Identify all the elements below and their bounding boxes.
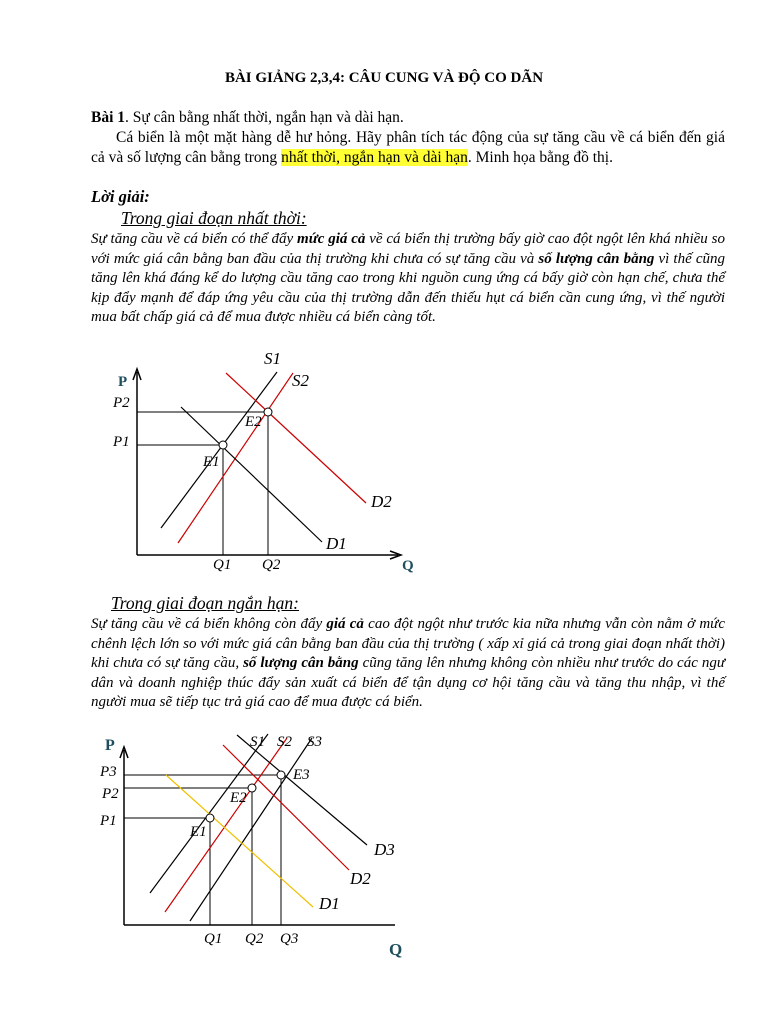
graph2-s1-label: S1 bbox=[250, 734, 265, 750]
graph2-p2-label: P2 bbox=[102, 786, 119, 802]
section1-bold-1: mức giá cả bbox=[297, 231, 366, 247]
graph2-p3-label: P3 bbox=[100, 764, 117, 780]
graph2-d3-label: D3 bbox=[374, 840, 395, 859]
graph1-e1-label: E1 bbox=[203, 454, 220, 470]
graph2-d3-line bbox=[237, 735, 367, 845]
graph1-e2-label: E2 bbox=[245, 414, 262, 430]
graph1-p2-label: P2 bbox=[113, 395, 130, 411]
graph2-q2-label: Q2 bbox=[245, 931, 264, 947]
prompt-text-2: . Minh họa bằng đồ thị. bbox=[467, 149, 613, 166]
graph2-p1-label: P1 bbox=[100, 813, 117, 829]
graph2-axes bbox=[120, 747, 395, 925]
exercise-heading-text: . Sự cân bằng nhất thời, ngắn hạn và dài hạn. bbox=[125, 109, 404, 126]
prompt-highlight: nhất thời, ngắn hạn và dài hạn bbox=[281, 149, 468, 166]
section1-title: Trong giai đoạn nhất thời: bbox=[121, 208, 307, 228]
exercise-label: Bài 1 bbox=[91, 109, 126, 126]
graph2-e2-point bbox=[248, 784, 256, 792]
graph1-p-axis-label: P bbox=[118, 374, 128, 390]
prompt-text-1: Cá biển là một mặt hàng dễ hư hỏng. Hãy phân tích tác động của sự tăng cầu về cá biển đến giá cả và số lượng cân bằng trong bbox=[91, 129, 725, 166]
graph1-s1-label: S1 bbox=[264, 349, 281, 368]
graph2-s3-line bbox=[190, 738, 312, 921]
graph2-s2-line bbox=[165, 738, 287, 912]
section1-text-2: về cá biển thị trường bấy giờ cao đột ngột lên khá nhiều so với mức giá cân bằng ban đầu của thị trường khi chưa có sự tăng cầu và bbox=[91, 231, 725, 267]
graph2-p-axis-label: P bbox=[105, 737, 115, 754]
section2-text-3: cũng tăng lên nhưng không còn nhiều như trước do các ngư dân và doanh nghiệp thúc đẩy sản xuất cá biển để tận dụng cơ hội tăng cầu và tăng thu nhập, vì thế người mua sẽ tiếp tục trả giá cao để mua được cá biển. bbox=[91, 655, 725, 711]
graph2-e3-point bbox=[277, 771, 285, 779]
graph2-q1-label: Q1 bbox=[204, 931, 223, 947]
section1-bold-2: số lượng cân bằng bbox=[538, 250, 655, 267]
graph2-s3-label: S3 bbox=[307, 734, 322, 750]
graph1-q-axis-label: Q bbox=[402, 558, 414, 574]
section2-text-2: cao đột ngột như trước kia nữa nhưng vẫn còn nằm ở mức chênh lệch lớn so với mức giá cân bằng ban đầu của thị trường ( xấp xỉ giá cả trong giai đoạn nhất thời) khi chưa có sự tăng cầu, bbox=[91, 616, 725, 672]
graph1-d2-label: D2 bbox=[371, 492, 392, 511]
graph1-p1-label: P1 bbox=[113, 434, 130, 450]
graph2-d1-label: D1 bbox=[319, 894, 340, 913]
section2-bold-2: số lượng cân bằng bbox=[243, 655, 359, 672]
graph2-d2-line bbox=[223, 745, 349, 870]
section1-text-3: vì thế cũng tăng lên khá đáng kể do lượng cầu tăng cao trong khi nguồn cung ứng cá bấy giờ còn hạn chế, chưa thể kịp đẩy mạnh để đáp ứng yêu cầu của thị trường dẫn đến thiếu hụt cá biển cần cung ứng, vì thế người mua bất chấp giá cả để mua được nhiều cá biển càng tốt. bbox=[91, 250, 726, 326]
solution-label: Lời giải: bbox=[91, 187, 150, 206]
section1-text-1: Sự tăng cầu về cá biển có thể đẩy bbox=[91, 231, 298, 247]
graph2-q3-label: Q3 bbox=[280, 931, 299, 947]
graph2-e2-label: E2 bbox=[230, 790, 247, 806]
section2-title: Trong giai đoạn ngắn hạn: bbox=[111, 593, 299, 613]
section2-bold-1: giá cả bbox=[326, 616, 364, 632]
graph2-d2-label: D2 bbox=[350, 869, 371, 888]
graph2-e3-label: E3 bbox=[293, 767, 310, 783]
section2-text-1: Sự tăng cầu về cá biển không còn đẩy bbox=[91, 616, 327, 632]
page-title: BÀI GIẢNG 2,3,4: CÂU CUNG VÀ ĐỘ CO DÃN bbox=[224, 70, 544, 86]
graph1-s2-label: S2 bbox=[292, 371, 309, 390]
graph2-e1-label: E1 bbox=[190, 824, 207, 840]
graph1-d1-label: D1 bbox=[326, 534, 347, 553]
graph1-q2-label: Q2 bbox=[262, 557, 281, 573]
graph2-e1-point bbox=[206, 814, 214, 822]
graph2-q-axis-label: Q bbox=[389, 940, 403, 959]
graph2-s2-label: S2 bbox=[277, 734, 292, 750]
graph1-q1-label: Q1 bbox=[213, 557, 232, 573]
